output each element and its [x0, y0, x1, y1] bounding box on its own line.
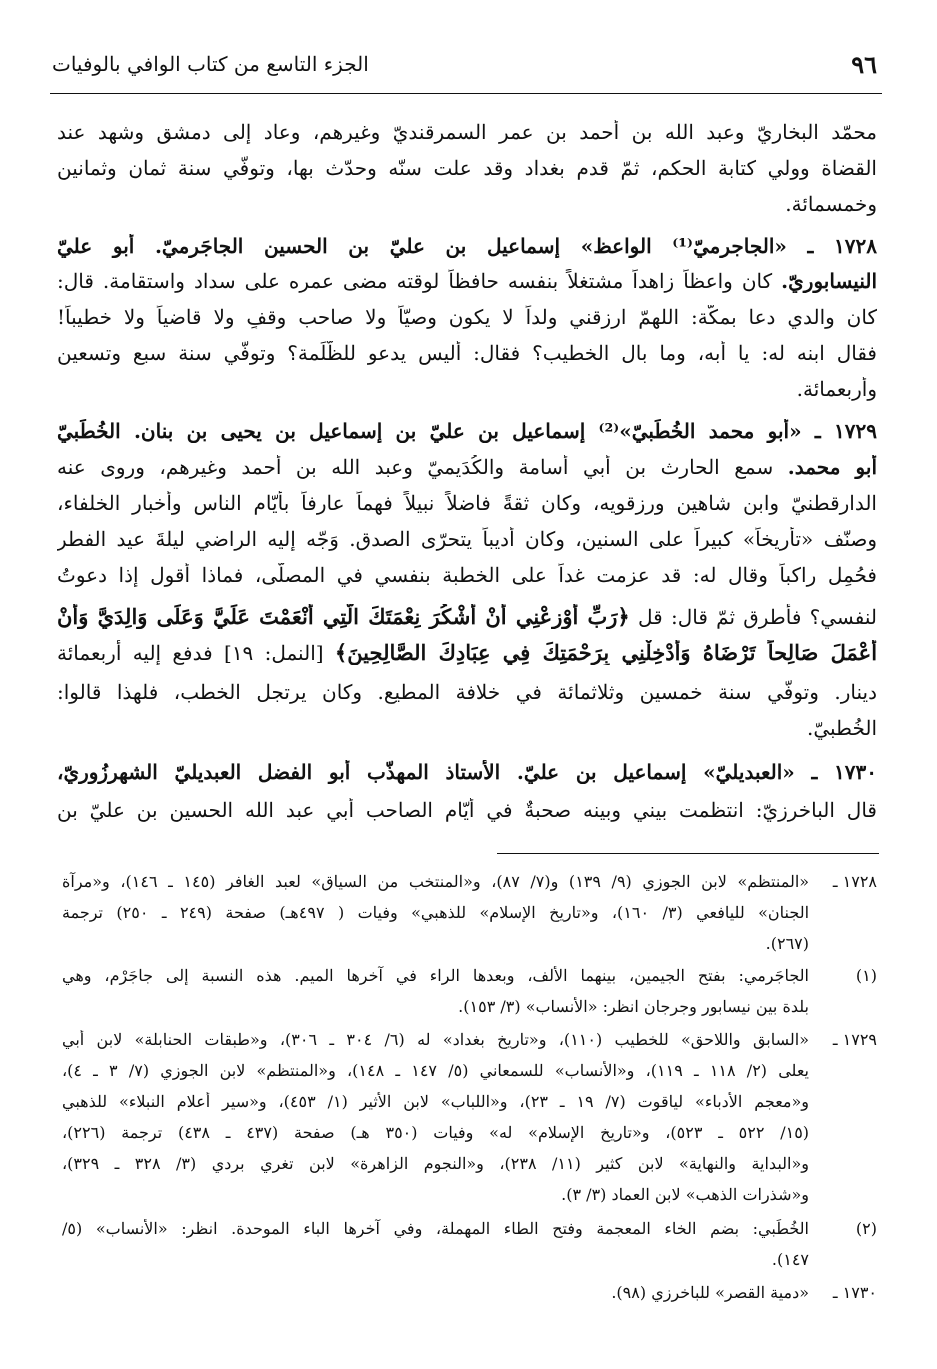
footnote-line: «دمية القصر» للباخرزي (٩٨).: [611, 1283, 809, 1302]
text-span: سمع الحارث بن أبي أُسامة والكُدَيميّ وعبد الله بن أحمد وغيرهم، وروى عنه: [57, 455, 774, 479]
footnote-label: (١): [855, 966, 877, 985]
entry-heading-1730: ١٧٣٠ ـ «العبديليّ» إسماعيل بن عليّ. الأستاذ المهذّب أبو الفضل العبديليّ الشهرزُوريّ،: [57, 760, 877, 784]
footnote-line: و«البداية والنهاية» لابن كثير (١١/ ٢٣٨)، و«النجوم الزاهرة» لابن تغري بردي (٣/ ٣٢٨ ـ ٣٢٩)،: [62, 1154, 809, 1173]
text-line: قال الباخرزيّ: انتظمت بيني وبينه صحبةٌ في أيّام الصاحب أبي عبد الله الحسين بن عليّ بن: [57, 798, 877, 822]
text-span: كان واعظاً زاهداً مشتغلاً بنفسه حافظاً لوقته مضى عمره على سداد واستقامة. قال:: [57, 269, 773, 293]
footnote-line: الجاجَرمي: بفتح الجيمين، بينهما الألف، وبعدها الراء في آخرها الميم. هذه النسبة إلى جاجَرْم، وهي: [62, 966, 809, 985]
text-line: [57, 640, 877, 665]
footnote-line: (١٥/ ٥٢٢ ـ ٥٢٣)، و«تاريخ الإسلام» له» وفيات (٣٥٠ هـ) صفحة (٤٣٧ ـ ٤٣٨) ترجمة (٢٢٦)،: [62, 1123, 809, 1142]
entry-name-bold: النيسابوريّ.: [781, 269, 877, 293]
footnote-line: بلدة بين نيسابور وجرجان انظر: «الأنساب» (٣/ ١٥٣).: [458, 997, 809, 1016]
footnote-line: و«معجم الأدباء» لياقوت (٧/ ١٩ ـ ٢٣)، و«اللباب» لابن الأثير (١/ ٤٥٣)، و«سير أعلام النبلاء» للذهبي: [62, 1092, 809, 1111]
running-title: الجزء التاسع من كتاب الوافي بالوفيات: [52, 52, 369, 76]
text-line: القضاة وولي كتابة الحكم، ثمّ قدم بغداد وقد علت سنّه وحدّث بها، وتوفّي سنة ثمان وثمانين: [57, 156, 877, 180]
footnote-line: ١٤٧).: [771, 1250, 809, 1269]
text-line: وخمسمائة.: [785, 192, 877, 216]
footnote-label: ١٧٢٩ ـ: [832, 1030, 877, 1049]
text-line: محمّد البخاريّ وعبد الله بن أحمد بن عمر السمرقنديّ وغيرهم، وعاد إلى دمشق وشهد عند: [57, 120, 877, 144]
footnote-label: ١٧٣٠ ـ: [832, 1283, 877, 1302]
text-line: [57, 604, 877, 629]
text-line: [57, 455, 877, 479]
quran-verse: أَعْمَلَ صَالِحاً تَرْضَاهُ وَأَدْخِلْنِي بِرَحْمَتِكَ فِي عِبَادِكَ الصَّالِحِينَ﴾: [334, 640, 877, 665]
footnote-line: و«شذرات الذهب» لابن العماد (٣/ ٣).: [561, 1185, 809, 1204]
text-line: فحُمِل راكباً وقال له: قد عزمت غداً على الخطبة بنفسي في المصلّى، فماذا أقول إذا دعوتُ: [57, 563, 877, 587]
footnote-line: (٢٦٧).: [765, 934, 809, 953]
footnote-divider: [497, 853, 879, 854]
footnote-line: «السابق واللاحق» للخطيب (١١٠)، و«تاريخ بغداد» له (٦/ ٣٠٤ ـ ٣٠٦)، و«طبقات الحنابلة» لابن أبي: [62, 1030, 809, 1049]
text-line: [57, 269, 877, 293]
text-span: [النمل: ١٩] فدفع إليه أربعمائة: [57, 641, 324, 665]
entry-heading-1728: ١٧٢٨ ـ «الجاجرميّ⁽¹⁾ الواعظ» إسماعيل بن عليّ بن الحسين الجاجَرميّ. أبو عليّ: [57, 234, 877, 258]
text-line: كان والدي دعا بمكّة: اللهمّ ارزقني ولداً لا يكون وصيّاً ولا صاحب وقفٍ ولا قاضياً ولا خطيباً!: [57, 305, 877, 329]
text-line: دينار. وتوفّي سنة خمسين وثلاثمائة في خلافة المطيع. وكان يرتجل الخطب، فلهذا قالوا:: [57, 680, 877, 704]
page-number: ٩٦: [851, 50, 877, 79]
footnote-line: «المنتظم» لابن الجوزي (٩/ ١٣٩) و(٧/ ٨٧)، و«المنتخب من السياق» لعبد الغافر (١٤٥ ـ ١٤٦)، و«مرآة: [62, 872, 809, 891]
entry-name-bold: أبو محمد.: [787, 455, 877, 479]
quran-verse: ﴿رَبِّ أَوْزِعْنِي أَنْ أَشْكُرَ نِعْمَتَكَ الَّتِي أَنْعَمْتَ عَلَيَّ وَعَلَى وَالِدَيَّ وَأَنْ: [57, 604, 630, 629]
text-line: فقال ابنه له: يا أبه، وما بال الخطيب؟ فقال: أليس يدعو للظَّلَمة؟ وتوفّي سنة سبع وتسعين: [57, 341, 877, 365]
footnote-line: الجنان» لليافعي (٣/ ١٦٠)، و«تاريخ الإسلام» للذهبي» وفيات ( ٤٩٧هـ) صفحة (٢٤٩ ـ ٢٥٠) ترجمة: [62, 903, 809, 922]
footnote-line: يعلى (٢/ ١١٨ ـ ١١٩)، و«الأنساب» للسمعاني (٥/ ١٤٧ ـ ١٤٨)، و«المنتظم» لابن الجوزي (٧/ ٣ ـ ٤)،: [62, 1061, 809, 1080]
footnote-label: (٢): [855, 1219, 877, 1238]
text-line: وصنّف «تأريخاً» كبيراً على السنين، وكان أديباً يتحرّى الصدق. وَجّه إليه الراضي ليلةَ عيد الفطر: [57, 527, 877, 551]
header-divider: [50, 93, 882, 94]
footnote-label: ١٧٢٨ ـ: [832, 872, 877, 891]
text-span: لنفسي؟ فأطرق ثمّ قال: قل: [638, 605, 877, 629]
text-line: الخُطبيّ.: [806, 716, 877, 740]
entry-heading-1729: ١٧٢٩ ـ «أبو محمد الخُطَبيّ»⁽²⁾ إسماعيل بن عليّ بن إسماعيل بن يحيى بن بنان. الخُطَبيّ: [57, 419, 877, 443]
text-line: وأربعمائة.: [796, 377, 877, 401]
footnote-line: الخُطَبي: بضم الخاء المعجمة وفتح الطاء المهملة، وفي آخرها الباء الموحدة. انظر: «الأنساب» (٥/: [62, 1219, 809, 1238]
text-line: الدارقطنيّ وابن شاهين ورزقويه، وكان ثقةً فاضلاً نبيلاً فهماً عارفاً بأيّام الناس وأخبار الخلفاء،: [57, 491, 877, 515]
